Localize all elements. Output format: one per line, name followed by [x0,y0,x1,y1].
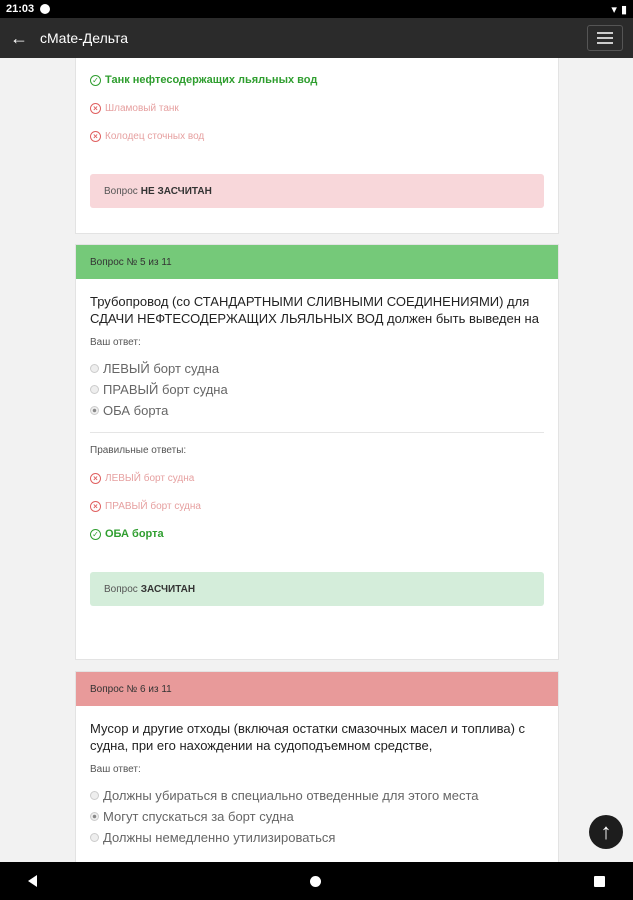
question-text: Трубопровод (со СТАНДАРТНЫМИ СЛИВНЫМИ СОЕДИНЕНИЯМИ) для СДАЧИ НЕФТЕСОДЕРЖАЩИХ ЛЬЯЛЬНЫХ ВОД должен быть выведен на [90,294,539,326]
option-item: Должны немедленно утилизироваться [76,827,558,848]
app-bar [0,18,633,58]
battery-icon: ▮ [620,3,627,16]
results-list[interactable] [0,58,633,862]
correct-answers-label: Правильные ответы: [90,445,187,456]
verdict-badge: Вопрос ЗАСЧИТАН [90,572,544,606]
option-item: ОБА борта [76,400,558,421]
answer-item: × Шламовый танк [76,94,558,122]
x-circle-icon: × [90,103,101,114]
x-circle-icon: × [90,131,101,142]
option-item: ЛЕВЫЙ борт судна [76,358,558,379]
option-item: Могут спускаться за борт судна [76,806,558,827]
radio-selected-icon [90,406,99,415]
notification-icon [40,4,50,14]
status-time: 21:03 [6,3,35,15]
your-answer-label: Ваш ответ: [90,337,141,348]
radio-icon [90,385,99,394]
hamburger-menu-button[interactable] [587,25,623,51]
answer-item: × ПРАВЫЙ борт судна [76,492,558,520]
question-text: Мусор и другие отходы (включая остатки смазочных масел и топлива) с судна, при его нахождении на судоподъемном средстве, [90,721,526,753]
radio-selected-icon [90,812,99,821]
status-bar [0,0,633,18]
x-circle-icon: × [90,501,101,512]
verdict-badge: Вопрос НЕ ЗАСЧИТАН [90,174,544,208]
scroll-to-top-button[interactable] [589,815,623,849]
wifi-icon: ▾ [611,3,617,16]
check-circle-icon: ✓ [90,529,101,540]
arrow-up-icon: ↑ [600,819,612,844]
question-header: Вопрос № 5 из 11 [76,245,558,279]
answer-item: × Колодец сточных вод [76,122,558,150]
answer-item: × ЛЕВЫЙ борт судна [76,464,558,492]
check-circle-icon: ✓ [90,75,101,86]
app-title: cMate-Дельта [40,30,128,46]
question-card-6 [75,671,559,862]
option-item: ПРАВЫЙ борт судна [76,379,558,400]
your-answer-label: Ваш ответ: [90,764,141,775]
answer-item: ✓ ОБА борта [76,520,558,548]
radio-icon [90,364,99,373]
question-card-5 [75,244,559,660]
nav-home-icon[interactable] [310,876,321,887]
system-nav-bar [0,862,633,900]
nav-recents-icon[interactable] [594,876,605,887]
back-arrow-icon[interactable]: ← [10,27,28,48]
x-circle-icon: × [90,473,101,484]
option-item: Должны убираться в специально отведенные для этого места [76,785,558,806]
question-card-4 [75,58,559,234]
question-header: Вопрос № 6 из 11 [76,672,558,706]
radio-icon [90,833,99,842]
radio-icon [90,791,99,800]
answer-item: ✓ Танк нефтесодержащих льяльных вод [76,66,558,94]
nav-back-icon[interactable] [28,875,37,887]
